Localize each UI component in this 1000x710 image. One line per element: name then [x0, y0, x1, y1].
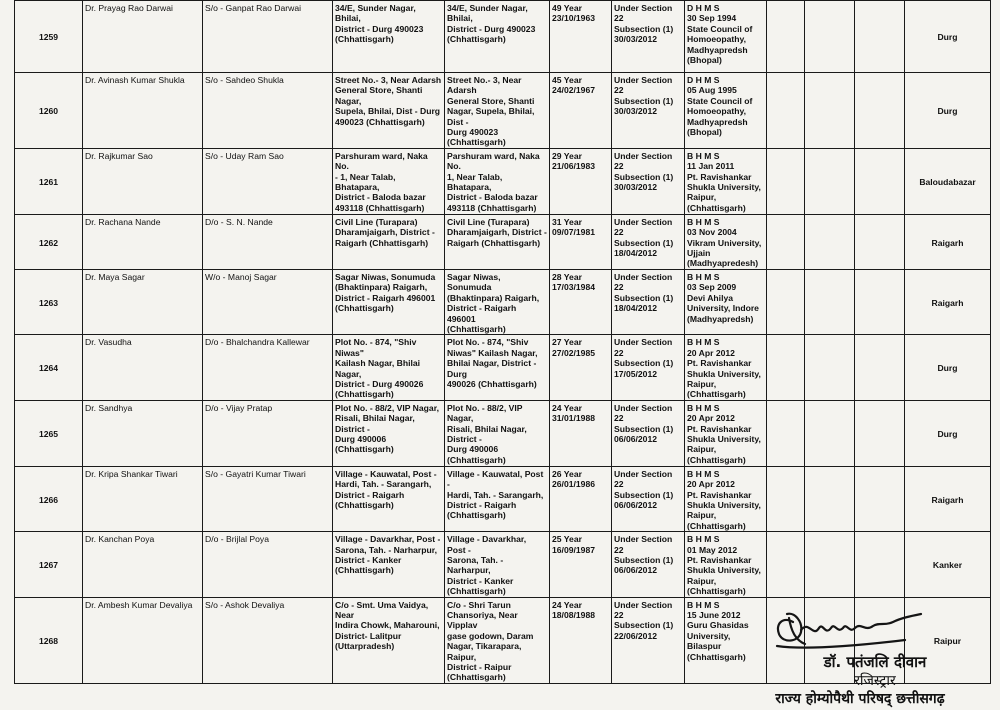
doctor-name: Dr. Rajkumar Sao	[83, 148, 203, 214]
relation-name: S/o - Ashok Devaliya	[203, 597, 333, 683]
doctor-register-table	[14, 0, 991, 684]
age-dob: 29 Year 21/06/1983	[550, 148, 612, 214]
correspondence-address: Plot No. - 88/2, VIP Nagar, Risali, Bhilai Nagar, District - Durg 490006 (Chhattisgarh)	[445, 400, 550, 466]
blank-cell	[855, 269, 905, 334]
table-row	[15, 532, 991, 597]
qualification: B H M S 20 Apr 2012 Pt. Ravishankar Shukla University, Raipur, (Chhattisgarh)	[685, 400, 767, 466]
correspondence-address: Village - Kauwatal, Post - Hardi, Tah. - Sarangarh, District - Raigarh (Chhattisgarh)	[445, 466, 550, 531]
serial-number: 1265	[15, 400, 83, 466]
blank-cell	[855, 73, 905, 149]
registration-section: Under Section 22 Subsection (1) 17/05/2012	[612, 335, 685, 400]
qualification: B H M S 15 June 2012 Guru Ghasidas University, Bilaspur (Chhattisgarh)	[685, 597, 767, 683]
blank-cell	[767, 148, 805, 214]
doctor-name: Dr. Ambesh Kumar Devaliya	[83, 597, 203, 683]
qualification: B H M S 03 Nov 2004 Vikram University, Ujjain (Madhyapredesh)	[685, 214, 767, 269]
correspondence-address: Parshuram ward, Naka No. 1, Near Talab, Bhatapara, District - Baloda bazar 493118 (Chhattisgarh)	[445, 148, 550, 214]
blank-cell	[767, 1, 805, 73]
blank-cell	[767, 269, 805, 334]
doctor-name: Dr. Prayag Rao Darwai	[83, 1, 203, 73]
permanent-address: Plot No. - 874, "Shiv Niwas" Kailash Nagar, Bhilai Nagar, District - Durg 490026 (Chhattisgarh)	[333, 335, 445, 400]
blank-cell	[805, 335, 855, 400]
permanent-address: C/o - Smt. Uma Vaidya, Near Indira Chowk, Maharouni, District- Lalitpur (Uttarpradesh)	[333, 597, 445, 683]
registration-section: Under Section 22 Subsection (1) 30/03/2012	[612, 1, 685, 73]
correspondence-address: Sagar Niwas, Sonumuda (Bhaktinpara) Raigarh, District - Raigarh 496001 (Chhattisgarh)	[445, 269, 550, 334]
registration-section: Under Section 22 Subsection (1) 22/06/2012	[612, 597, 685, 683]
correspondence-address: Village - Davarkhar, Post - Sarona, Tah. - Narharpur, District - Kanker (Chhattisgarh)	[445, 532, 550, 597]
blank-cell	[767, 214, 805, 269]
blank-cell	[805, 269, 855, 334]
table-row	[15, 73, 991, 149]
relation-name: S/o - Sahdeo Shukla	[203, 73, 333, 149]
doctor-name: Dr. Avinash Kumar Shukla	[83, 73, 203, 149]
relation-name: S/o - Ganpat Rao Darwai	[203, 1, 333, 73]
serial-number: 1267	[15, 532, 83, 597]
blank-cell	[767, 400, 805, 466]
district: Durg	[905, 335, 991, 400]
relation-name: D/o - Brijlal Poya	[203, 532, 333, 597]
table-row	[15, 214, 991, 269]
table-row	[15, 269, 991, 334]
correspondence-address: Civil Line (Turapara) Dharamjaigarh, District - Raigarh (Chhattisgarh)	[445, 214, 550, 269]
age-dob: 28 Year 17/03/1984	[550, 269, 612, 334]
permanent-address: Plot No. - 88/2, VIP Nagar, Risali, Bhilai Nagar, District - Durg 490006 (Chhattisgarh)	[333, 400, 445, 466]
age-dob: 49 Year 23/10/1963	[550, 1, 612, 73]
blank-cell	[767, 73, 805, 149]
relation-name: D/o - Vijay Pratap	[203, 400, 333, 466]
doctor-name: Dr. Vasudha	[83, 335, 203, 400]
relation-name: D/o - Bhalchandra Kallewar	[203, 335, 333, 400]
permanent-address: Sagar Niwas, Sonumuda (Bhaktinpara) Raigarh, District - Raigarh 496001 (Chhattisgarh)	[333, 269, 445, 334]
correspondence-address: C/o - Shri Tarun Chansoriya, Near Vipplav gase godown, Daram Nagar, Tikarapara, Raipur, District - Raipur (Chhattisgarh)	[445, 597, 550, 683]
blank-cell	[767, 466, 805, 531]
correspondence-address: Plot No. - 874, "Shiv Niwas" Kailash Nagar, Bhilai Nagar, District - Durg 490026 (Chhattisgarh)	[445, 335, 550, 400]
serial-number: 1259	[15, 1, 83, 73]
permanent-address: 34/E, Sunder Nagar, Bhilai, District - Durg 490023 (Chhattisgarh)	[333, 1, 445, 73]
age-dob: 24 Year 18/08/1988	[550, 597, 612, 683]
table-row	[15, 466, 991, 531]
registrar-name: डॉ. पतंजलि दीवान	[823, 653, 927, 671]
qualification: B H M S 20 Apr 2012 Pt. Ravishankar Shukla University, Raipur, (Chhattisgarh)	[685, 466, 767, 531]
blank-cell	[855, 1, 905, 73]
permanent-address: Village - Kauwatal, Post - Hardi, Tah. - Sarangarh, District - Raigarh (Chhattisgarh)	[333, 466, 445, 531]
correspondence-address: Street No.- 3, Near Adarsh General Store, Shanti Nagar, Supela, Bhilai, Dist - Durg 490023 (Chhattisgarh)	[445, 73, 550, 149]
serial-number: 1261	[15, 148, 83, 214]
blank-cell	[805, 148, 855, 214]
district: Baloudabazar	[905, 148, 991, 214]
registration-section: Under Section 22 Subsection (1) 18/04/2012	[612, 214, 685, 269]
doctor-name: Dr. Kanchan Poya	[83, 532, 203, 597]
serial-number: 1264	[15, 335, 83, 400]
council-name: राज्य होम्योपैथी परिषद् छत्तीसगढ़	[775, 691, 945, 707]
blank-cell	[855, 335, 905, 400]
permanent-address: Civil Line (Turapara) Dharamjaigarh, District - Raigarh (Chhattisgarh)	[333, 214, 445, 269]
blank-cell	[855, 214, 905, 269]
blank-cell	[805, 214, 855, 269]
relation-name: S/o - Uday Ram Sao	[203, 148, 333, 214]
district: Kanker	[905, 532, 991, 597]
district: Raigarh	[905, 269, 991, 334]
doctor-name: Dr. Maya Sagar	[83, 269, 203, 334]
blank-cell	[767, 532, 805, 597]
district: Durg	[905, 400, 991, 466]
blank-cell	[855, 532, 905, 597]
blank-cell	[855, 466, 905, 531]
registration-section: Under Section 22 Subsection (1) 30/03/2012	[612, 148, 685, 214]
blank-cell	[855, 148, 905, 214]
blank-cell	[805, 1, 855, 73]
relation-name: W/o - Manoj Sagar	[203, 269, 333, 334]
blank-cell	[805, 73, 855, 149]
registration-section: Under Section 22 Subsection (1) 18/04/2012	[612, 269, 685, 334]
age-dob: 27 Year 27/02/1985	[550, 335, 612, 400]
relation-name: D/o - S. N. Nande	[203, 214, 333, 269]
table-row	[15, 400, 991, 466]
blank-cell	[805, 400, 855, 466]
age-dob: 45 Year 24/02/1967	[550, 73, 612, 149]
permanent-address: Village - Davarkhar, Post - Sarona, Tah. - Narharpur, District - Kanker (Chhattisgarh)	[333, 532, 445, 597]
table-row	[15, 148, 991, 214]
serial-number: 1262	[15, 214, 83, 269]
table-row	[15, 1, 991, 73]
blank-cell	[767, 335, 805, 400]
qualification: B H M S 20 Apr 2012 Pt. Ravishankar Shukla University, Raipur, (Chhattisgarh)	[685, 335, 767, 400]
signature-block	[730, 600, 990, 710]
correspondence-address: 34/E, Sunder Nagar, Bhilai, District - Durg 490023 (Chhattisgarh)	[445, 1, 550, 73]
permanent-address: Street No.- 3, Near Adarsh General Store, Shanti Nagar, Supela, Bhilai, Dist - Durg 490023 (Chhattisgarh)	[333, 73, 445, 149]
registrar-designation: रजिस्ट्रार	[854, 673, 896, 689]
qualification: B H M S 03 Sep 2009 Devi Ahilya University, Indore (Madhyapredsh)	[685, 269, 767, 334]
age-dob: 25 Year 16/09/1987	[550, 532, 612, 597]
registration-section: Under Section 22 Subsection (1) 06/06/2012	[612, 400, 685, 466]
serial-number: 1260	[15, 73, 83, 149]
qualification: D H M S 30 Sep 1994 State Council of Homoeopathy, Madhyapredsh (Bhopal)	[685, 1, 767, 73]
registration-section: Under Section 22 Subsection (1) 06/06/2012	[612, 532, 685, 597]
qualification: B H M S 11 Jan 2011 Pt. Ravishankar Shukla University, Raipur, (Chhattisgarh)	[685, 148, 767, 214]
age-dob: 24 Year 31/01/1988	[550, 400, 612, 466]
serial-number: 1263	[15, 269, 83, 334]
blank-cell	[805, 532, 855, 597]
district: Raigarh	[905, 466, 991, 531]
blank-cell	[855, 400, 905, 466]
doctor-name: Dr. Rachana Nande	[83, 214, 203, 269]
district: Raipur	[905, 597, 991, 683]
serial-number: 1268	[15, 597, 83, 683]
table-row	[15, 335, 991, 400]
age-dob: 26 Year 26/01/1986	[550, 466, 612, 531]
qualification: B H M S 01 May 2012 Pt. Ravishankar Shukla University, Raipur, (Chhattisgarh)	[685, 532, 767, 597]
blank-cell	[805, 466, 855, 531]
doctor-name: Dr. Kripa Shankar Tiwari	[83, 466, 203, 531]
serial-number: 1266	[15, 466, 83, 531]
handwritten-signature	[765, 600, 935, 655]
relation-name: S/o - Gayatri Kumar Tiwari	[203, 466, 333, 531]
district: Durg	[905, 73, 991, 149]
registration-section: Under Section 22 Subsection (1) 06/06/2012	[612, 466, 685, 531]
permanent-address: Parshuram ward, Naka No. - 1, Near Talab, Bhatapara, District - Baloda bazar 493118 (Chhattisgarh)	[333, 148, 445, 214]
doctor-name: Dr. Sandhya	[83, 400, 203, 466]
registration-section: Under Section 22 Subsection (1) 30/03/2012	[612, 73, 685, 149]
age-dob: 31 Year 09/07/1981	[550, 214, 612, 269]
qualification: D H M S 05 Aug 1995 State Council of Homoeopathy, Madhyapredsh (Bhopal)	[685, 73, 767, 149]
district: Raigarh	[905, 214, 991, 269]
district: Durg	[905, 1, 991, 73]
